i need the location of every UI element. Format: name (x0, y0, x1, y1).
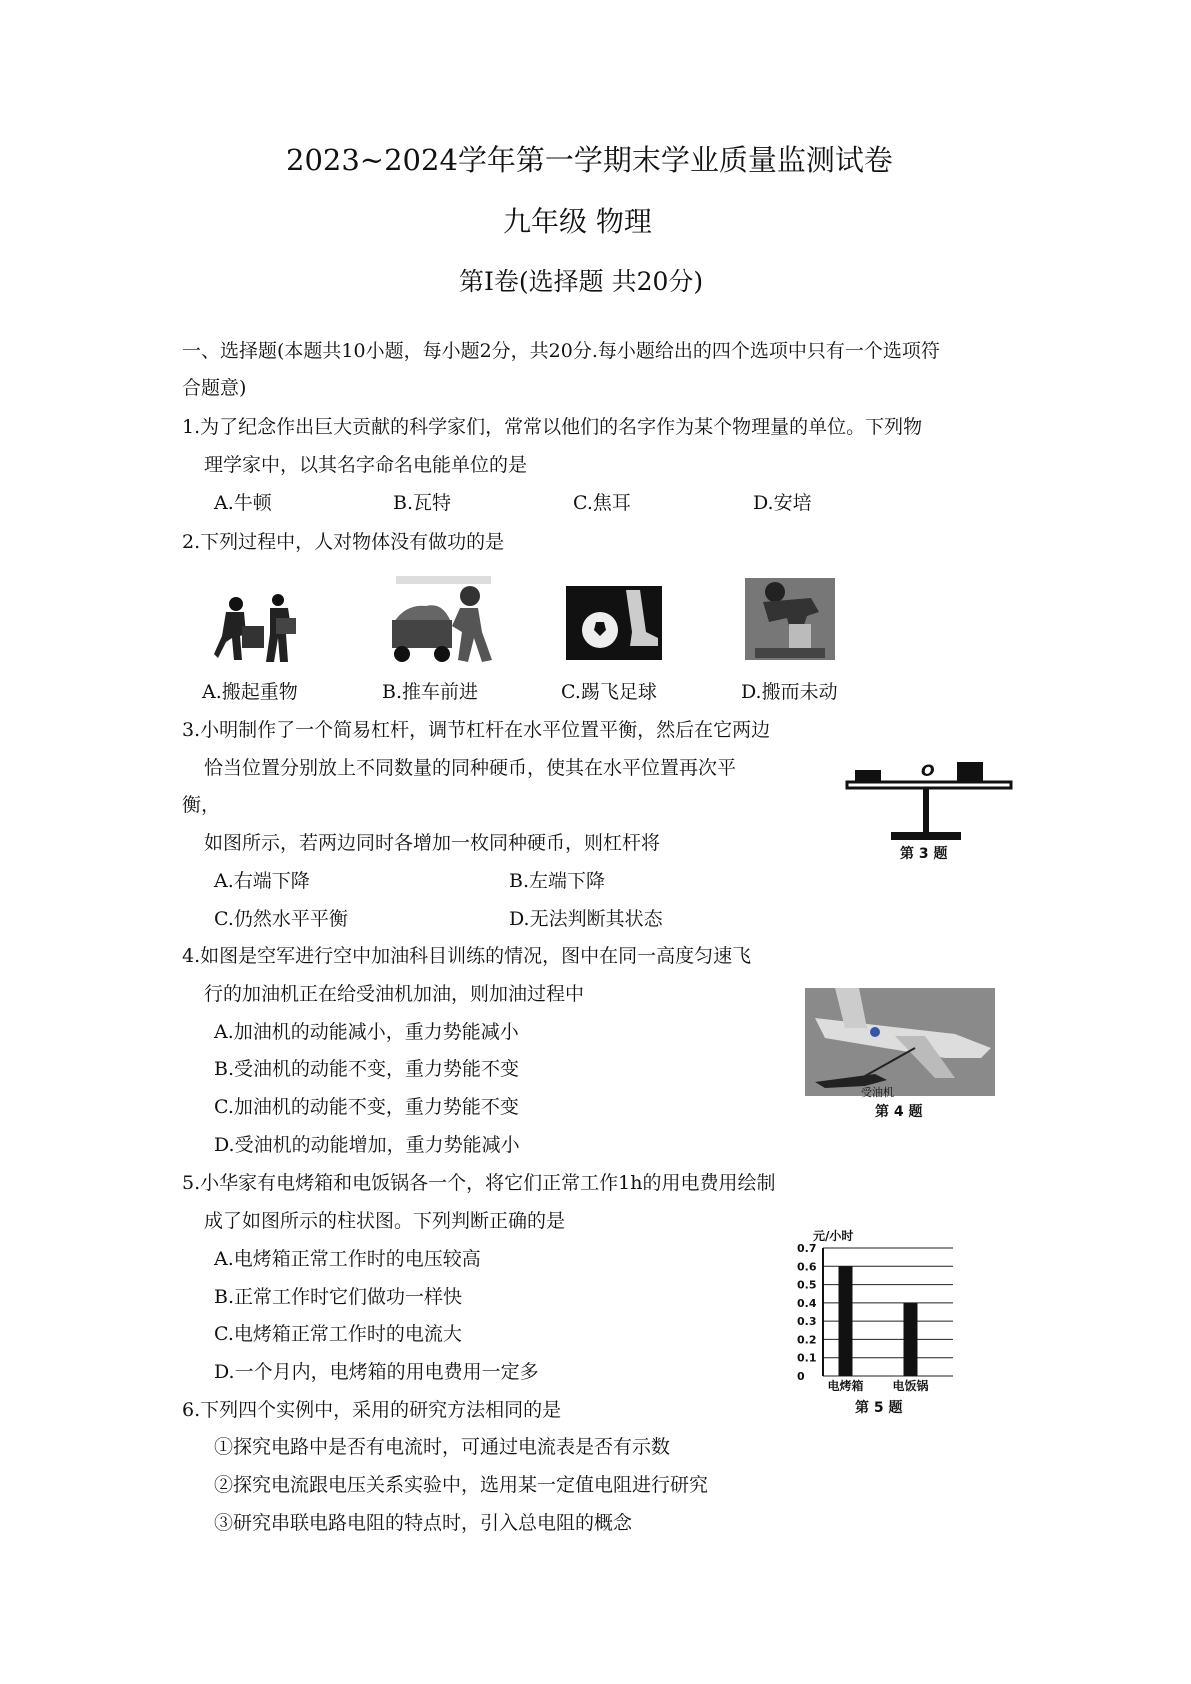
q3-option-a: A.右端下降 (214, 870, 310, 892)
q3-pivot-label: O (921, 761, 935, 780)
q6-stem: 6.下列四个实例中，采用的研究方法相同的是 (182, 1399, 562, 1421)
q5-chart-ylabel: 元/小时 (813, 1229, 854, 1243)
q2-option-a: A.搬起重物 (202, 681, 298, 703)
q3-stem-line-3: 衡， (182, 794, 221, 816)
q3-option-c: C.仍然水平平衡 (214, 908, 348, 930)
q4-receiver-label: 受油机 (861, 1086, 894, 1099)
q5-bar (839, 1266, 853, 1376)
instructions-line-1: 一、选择题(本题共10小题，每小题2分，共20分.每小题给出的四个选项中只有一个选项符 (182, 340, 940, 362)
q1-stem-line-1: 1.为了纪念作出巨大贡献的科学家们，常常以他们的名字作为某个物理量的单位。下列物 (182, 416, 923, 438)
exam-subtitle: 九年级 物理 (503, 205, 652, 238)
q3-option-d: D.无法判断其状态 (509, 908, 663, 930)
q1-option-d: D.安培 (753, 492, 812, 514)
q2-image-c-kicking-ball (566, 586, 662, 660)
q2-image-a-lifting-box (214, 594, 304, 664)
q2-image-d-moving-failed (745, 578, 835, 660)
q2-image-b-pushing-cart (386, 576, 501, 666)
q5-bar (904, 1303, 918, 1376)
q6-item-2: ②探究电流跟电压关系实验中，选用某一定值电阻进行研究 (214, 1474, 709, 1496)
q4-option-a: A.加油机的动能减小，重力势能减小 (214, 1021, 519, 1043)
q3-stem-line-1: 3.小明制作了一个简易杠杆，调节杠杆在水平位置平衡，然后在它两边 (182, 719, 771, 741)
q5-y-tick-label: 0.6 (797, 1260, 817, 1274)
instructions-line-2: 合题意) (182, 377, 247, 399)
q5-category-label: 电饭锅 (892, 1379, 929, 1393)
q3-lever-figure (845, 752, 1015, 862)
q4-option-c: C.加油机的动能不变，重力势能不变 (214, 1096, 519, 1118)
q5-option-b: B.正常工作时它们做功一样快 (214, 1286, 463, 1308)
q5-y-tick-label: 0.2 (797, 1333, 817, 1347)
q5-stem-line-1: 5.小华家有电烤箱和电饭锅各一个，将它们正常工作1h的用电费用绘制 (182, 1172, 776, 1194)
q5-bar-chart (795, 1226, 965, 1416)
q3-stem-line-4: 如图所示，若两边同时各增加一枚同种硬币，则杠杆将 (204, 832, 661, 854)
q5-figure-caption: 第 5 题 (855, 1400, 903, 1416)
q4-refueling-figure (805, 988, 995, 1120)
q3-option-b: B.左端下降 (509, 870, 606, 892)
q3-figure-caption: 第 3 题 (900, 846, 948, 862)
q5-y-tick-label: 0.1 (797, 1351, 817, 1365)
q5-y-tick-label: 0.7 (797, 1242, 817, 1255)
q4-figure-caption: 第 4 题 (875, 1104, 923, 1120)
q1-stem-line-2: 理学家中，以其名字命名电能单位的是 (204, 454, 528, 476)
q5-y-tick-label: 0 (797, 1370, 805, 1383)
q5-y-tick-label: 0.4 (797, 1296, 817, 1310)
q5-option-a: A.电烤箱正常工作时的电压较高 (214, 1248, 481, 1270)
q1-option-a: A.牛顿 (214, 492, 272, 514)
q4-option-d: D.受油机的动能增加，重力势能减小 (214, 1134, 520, 1156)
q2-stem: 2.下列过程中，人对物体没有做功的是 (182, 531, 505, 553)
q4-option-b: B.受油机的动能不变，重力势能不变 (214, 1058, 520, 1080)
exam-title: 2023~2024学年第一学期末学业质量监测试卷 (286, 143, 893, 177)
q4-stem-line-1: 4.如图是空军进行空中加油科目训练的情况，图中在同一高度匀速飞 (182, 945, 752, 967)
q4-stem-line-2: 行的加油机正在给受油机加油，则加油过程中 (204, 983, 585, 1005)
q2-option-b: B.推车前进 (382, 681, 479, 703)
q5-option-c: C.电烤箱正常工作时的电流大 (214, 1323, 462, 1345)
q5-option-d: D.一个月内，电烤箱的用电费用一定多 (214, 1361, 539, 1383)
q6-item-3: ③研究串联电路电阻的特点时，引入总电阻的概念 (214, 1512, 633, 1534)
q2-option-c: C.踢飞足球 (561, 681, 657, 703)
q5-category-label: 电烤箱 (827, 1379, 864, 1393)
section-heading: 第I卷(选择题 共20分) (459, 267, 704, 296)
q1-option-b: B.瓦特 (393, 492, 452, 514)
q1-option-c: C.焦耳 (573, 492, 631, 514)
q5-y-tick-label: 0.5 (797, 1278, 817, 1292)
q3-stem-line-2: 恰当位置分别放上不同数量的同种硬币，使其在水平位置再次平 (204, 757, 737, 779)
q2-option-d: D.搬而未动 (741, 681, 838, 703)
q5-y-tick-label: 0.3 (797, 1315, 817, 1329)
q5-stem-line-2: 成了如图所示的柱状图。下列判断正确的是 (204, 1210, 566, 1232)
q6-item-1: ①探究电路中是否有电流时，可通过电流表是否有示数 (214, 1436, 671, 1458)
